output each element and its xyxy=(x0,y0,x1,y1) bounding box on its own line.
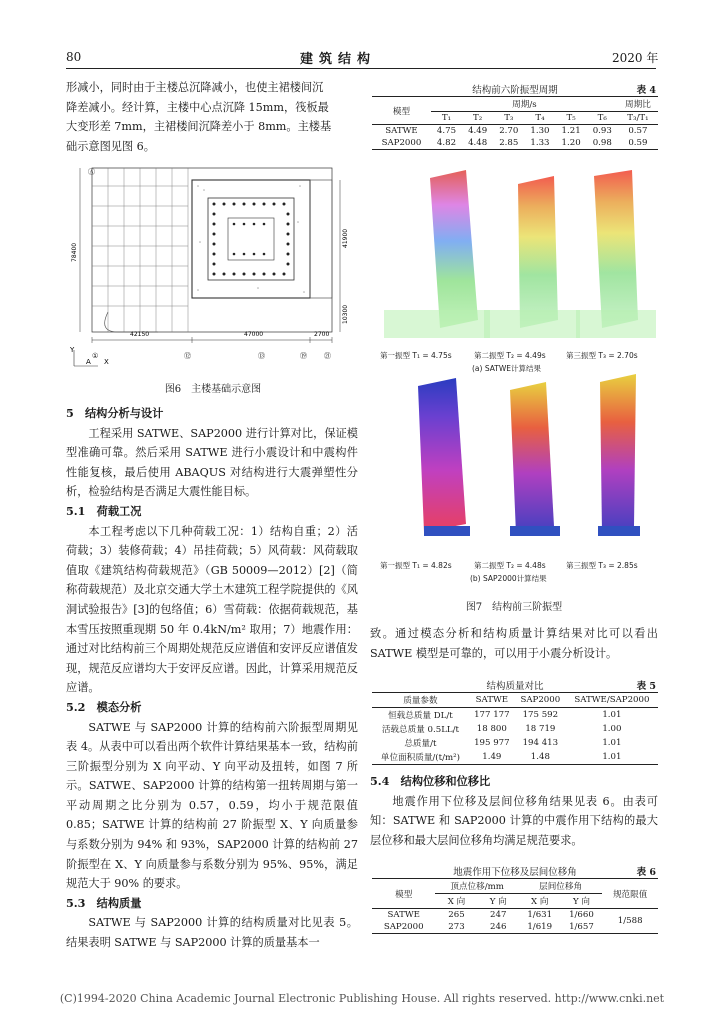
table6-number: 表 6 xyxy=(636,867,656,878)
sap-mode-2 xyxy=(510,382,560,536)
table4-caption: 结构前六阶振型周期 xyxy=(472,85,558,96)
table4-head-ratio: 周期比 xyxy=(618,97,658,112)
intro-line: 础示意图见图 6。 xyxy=(66,139,155,153)
satwe-mode-3 xyxy=(576,170,656,338)
right-continuation xyxy=(370,624,658,663)
dim-bottom-2: 47000 xyxy=(244,331,264,338)
svg-text:⑫: ⑫ xyxy=(184,352,191,360)
table5-caption: 结构质量对比 xyxy=(486,681,544,692)
svg-text:Y: Y xyxy=(70,346,75,354)
journal-title: 建筑结构 xyxy=(300,52,377,67)
sap-label-1: 第一振型 T₁ = 4.82s xyxy=(380,561,452,570)
left-body xyxy=(66,404,358,953)
section51-heading: 5.1 荷载工况 xyxy=(66,503,142,518)
intro-paragraph xyxy=(66,78,358,156)
pile-dots xyxy=(213,203,290,276)
table-row: 单位面积质量/(t/m²) 1.49 1.48 1.01 xyxy=(380,752,622,763)
table4-number: 表 4 xyxy=(636,85,656,96)
satwe-label-3: 第三振型 T₃ = 2.70s xyxy=(566,351,638,360)
svg-text:Ⓐ: Ⓐ xyxy=(88,168,95,176)
satwe-label-1: 第一振型 T₁ = 4.75s xyxy=(380,351,452,360)
copyright-footer: (C)1994-2020 China Academic Journal Electronic Publishing House. All rights reserved. http://www.cnki.net xyxy=(59,992,665,1005)
table5-number: 表 5 xyxy=(636,681,656,692)
section5-text: 工程采用 SATWE、SAP2000 进行计算对比，保证模型准确可靠。然后采用 SATWE 进行小震设计和中震构件性能复核，最后使用 ABAQUS 对结构进行大震弹塑性分析，检验结构是否满足大震性能目标。 xyxy=(66,426,358,499)
sap-sublabel: (b) SAP2000计算结果 xyxy=(470,574,547,583)
svg-text:⑲: ⑲ xyxy=(300,352,307,360)
svg-text:⑬: ⑬ xyxy=(258,352,265,360)
dim-right-2: 10300 xyxy=(342,304,349,324)
mode-shapes-figure xyxy=(370,160,658,600)
sap-mode-1 xyxy=(418,378,470,536)
sap-label-2: 第二振型 T₂ = 4.48s xyxy=(474,561,546,570)
table6: 地震作用下位移及层间位移角 表 6 模型 顶点位移/mm 层间位移角 规范限值 X 向 Y 向 X 向 Y 向 SATWE 265 247 1/631 1/660 1/588 SAP2000 273 246 1/619 1/657 xyxy=(372,864,658,934)
figure6-caption: 图6 主楼基础示意图 xyxy=(164,384,262,395)
section53-heading: 5.3 结构质量 xyxy=(66,895,142,910)
dim-left: 78400 xyxy=(71,242,78,262)
table-row: 恒载总质量 DL/t 177 177 175 592 1.01 xyxy=(388,710,622,721)
section52-heading: 5.2 模态分析 xyxy=(66,699,142,714)
table-row: SAP2000 4.82 4.48 2.85 1.33 1.20 0.98 0.59 xyxy=(381,138,648,148)
sap-mode-3 xyxy=(598,374,640,536)
right-wing xyxy=(310,180,332,298)
section52-text: SATWE 与 SAP2000 计算的结构前六阶振型周期见表 4。从表中可以看出两个软件计算结果基本一致，结构前三阶振型分别为 X 向平动、Y 向平动及扭转，如图 7 所示。SATWE、SAP2000 计算的结构第一扭转周期与第一平动周期之比分别为 0.57，0.59，均小于规范限值 0.85；SATWE 计算的结构前 27 阶振型 X、Y 向质量参与系数分别为 94% 和 93%，SAP2000 计算的结构前 27 阶振型在 X、Y 向质量参与系数分别为 95%、95%，满足规范大于 90% 的要求。 xyxy=(66,720,358,891)
satwe-mode-2 xyxy=(484,176,580,338)
raft-hatching xyxy=(197,185,305,293)
table-row: SATWE 4.75 4.49 2.70 1.30 1.21 0.93 0.57 xyxy=(385,126,648,136)
satwe-sublabel: (a) SATWE计算结果 xyxy=(472,364,542,373)
core-outline xyxy=(208,198,294,280)
section51-text: 本工程考虑以下几种荷载工况：1）结构自重；2）活荷载；3）装修荷载；4）吊挂荷载；5）风荷载：风荷载取值取《建筑结构荷载规范》（GB 50009—2012）[2]（简称荷载规范）及北京交通大学土木建筑工程学院提供的《风洞试验报告》[3]的包络值；6）雪荷载：依据荷载规范，基本雪压按照重现期 50 年 0.4kN/m² 取用；7）地震作用：通过对比结构前三个周期处规范反应谱值和安评反应谱值发现，规范反应谱均大于安评反应谱。因此，计算采用规范反应谱。 xyxy=(66,524,358,695)
section54 xyxy=(370,772,658,850)
sap-label-3: 第三振型 T₃ = 2.85s xyxy=(566,561,638,570)
dim-bottom-1: 42150 xyxy=(130,331,150,338)
dimension-lines xyxy=(80,168,340,343)
table-row: SATWE 265 247 1/631 1/660 1/588 xyxy=(372,909,658,922)
svg-text:A: A xyxy=(86,358,91,366)
ramp xyxy=(105,312,158,332)
section5-heading: 5 结构分析与设计 xyxy=(66,406,164,420)
svg-text:㉑: ㉑ xyxy=(324,352,331,360)
table4-head-model: 模型 xyxy=(372,97,431,125)
foundation-plan-figure xyxy=(68,162,358,370)
svg-text:①: ① xyxy=(92,352,99,360)
intro-line: 形减小，同时由于主楼总沉降减小，也使主裙楼间沉 xyxy=(66,81,324,94)
continuation-text: 致。通过模态分析和结构质量计算结果对比可以看出 SATWE 模型是可靠的，可以用于小震分析设计。 xyxy=(370,627,658,660)
intro-line: 降差减小。经计算，主楼中心点沉降 15mm，筏板最 xyxy=(66,100,329,114)
header-rule xyxy=(66,68,656,69)
section54-text: 地震作用下位移及层间位移角结果见表 6。由表可知：SATWE 和 SAP2000 计算的中震作用下结构的最大层位移和最大层间位移角均满足规范要求。 xyxy=(370,794,658,847)
podium-grid xyxy=(92,168,188,332)
foundation-plan-drawing xyxy=(68,162,358,370)
intro-line: 大变形差 7mm，主裙楼间沉降差小于 8mm。主楼基 xyxy=(66,120,332,134)
page-number: 80 xyxy=(66,50,82,64)
dim-bottom-3: 2700 xyxy=(314,331,330,338)
section53-text: SATWE 与 SAP2000 计算的结构质量对比见表 5。结果表明 SATWE 与 SAP2000 计算的质量基本一 xyxy=(66,916,358,950)
satwe-mode-1 xyxy=(384,170,490,338)
satwe-label-2: 第二振型 T₂ = 4.49s xyxy=(474,351,546,360)
table-row: 活载总质量 0.5LL/t 18 800 18 719 1.00 xyxy=(381,724,622,735)
table-row: 总质量/t 195 977 194 413 1.01 xyxy=(404,738,622,749)
table4: 结构前六阶振型周期 表 4 模型 周期/s 周期比 T₁ T₂ T₃ T₄ T₅ T₆ T₃/T₁ SATWE 4.75 4.49 2.70 1.30 1.21 0.93 0.57 SAP2000 4.82 4.48 2.85 1.33 1.20 0.98 0.59 xyxy=(372,82,658,150)
issue-year: 2020 年 xyxy=(612,51,659,65)
table-row: SAP2000 273 246 1/619 1/657 xyxy=(383,922,594,932)
svg-text:X: X xyxy=(104,358,109,366)
table4-head-period: 周期/s xyxy=(431,97,618,112)
axis-legend xyxy=(69,167,331,366)
podium-outline xyxy=(92,168,332,332)
table6-caption: 地震作用下位移及层间位移角 xyxy=(453,867,577,878)
figure7-caption: 图7 结构前三阶振型 xyxy=(465,602,563,613)
mode-shapes-drawing xyxy=(370,160,658,600)
section54-heading: 5.4 结构位移和位移比 xyxy=(370,774,491,788)
dim-right-1: 41900 xyxy=(342,228,349,248)
table5: 结构质量对比 表 5 质量参数 SATWE SAP2000 SATWE/SAP2000 恒载总质量 DL/t 177 177 175 592 1.01 活载总质量 0.5LL/t 18 800 18 719 1.00 总质量/t 195 977 194 413 1.01 单位面积质量/(t/m²) 1.49 1.48 1.01 xyxy=(372,678,658,765)
table6-limit: 1/588 xyxy=(617,916,643,926)
